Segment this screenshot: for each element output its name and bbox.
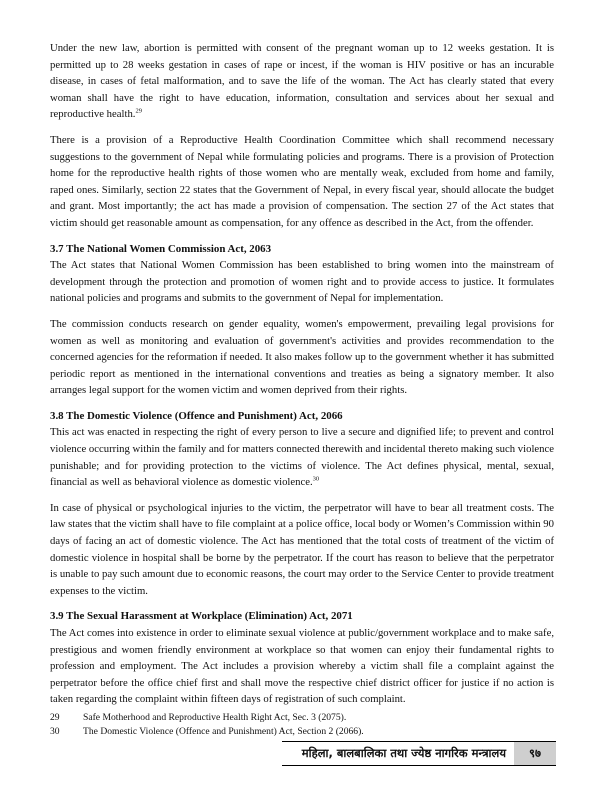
footnote-ref-30: 30 bbox=[312, 475, 320, 483]
footnote-30 bbox=[50, 725, 554, 739]
footnote-text: Safe Motherhood and Reproductive Health Right Act, Sec. 3 (2075). bbox=[83, 712, 347, 723]
footnote-number: 29 bbox=[50, 712, 60, 723]
paragraph-injury-costs: In case of physical or psychological injuries to the victim, the perpetrator will have to bear all treatment costs. The law states that the victim shall have to file complaint at a police office, local body or Women’s Commission within 90 days of facing an act of domestic violence. The Act has mentioned that the total costs of treatment of the victim of domestic violence in hospital shall be borne by the perpetrator. If the court has reason to believe that the perpetrator is unable to pay such amount due to economic reasons, the court may order to the Service Center to provide treatment expenses to the victim. bbox=[50, 501, 554, 597]
section-heading-3-9: 3.9 The Sexual Harassment at Workplace (Elimination) Act, 2071 bbox=[50, 610, 353, 623]
paragraph-women-commission: The Act states that National Women Commission has been established to bring women into the mainstream of development through the protection and promotion of women right and to provide access to justice. It formulates national policies and programs and submits to the government of Nepal for implementation. bbox=[50, 259, 554, 305]
ministry-name: महिला, बालबालिका तथा ज्येष्ठ नागरिक मन्त्रालय bbox=[301, 746, 506, 760]
footnotes bbox=[50, 711, 554, 738]
page-number: ९७ bbox=[514, 742, 556, 765]
section-heading-3-7: 3.7 The National Women Commission Act, 2063 bbox=[50, 242, 272, 255]
footnote-29 bbox=[50, 711, 554, 725]
paragraph-domestic-violence-act bbox=[50, 424, 554, 490]
page-body bbox=[50, 40, 554, 717]
footnote-ref-29: 29 bbox=[135, 107, 142, 115]
paragraph-text: This act was enacted in respecting the right of every person to live a secure and dignified life; to prevent and control violence occurring within the family and for matters connected therewith and incidental thereto making such violence punishable; and for providing protection to the victims of violence. The Act defines physical, mental, sexual, financial as well as behavioral violence as domestic violence. bbox=[50, 426, 554, 489]
paragraph-sexual-harassment-act: The Act comes into existence in order to eliminate sexual violence at public/government workplace and to make safe, prestigious and women friendly environment at workplace so that women can enjoy their fundamental rights to profession and employment. The Act includes a provision whereby a victim shall file a complaint against the perpetrator before the office chief first and shall move the respective chief district officer for justice if no action is taken regarding the complaint within fifteen days of registration of such complaint. bbox=[50, 627, 554, 706]
section-heading-3-8: 3.8 The Domestic Violence (Offence and Punishment) Act, 2066 bbox=[50, 409, 343, 422]
paragraph-text: Under the new law, abortion is permitted with consent of the pregnant woman up to 12 weeks gestation. It is permitted up to 28 weeks gestation in cases of rape or incest, if the woman is HIV positive or has an incurable disease, in cases of fetal malformation, and to save the life of the woman. The Act has clearly stated that every woman shall have the right to have education, information, consultation and services about her sexual and reproductive health. bbox=[50, 42, 554, 121]
footnote-text: The Domestic Violence (Offence and Punishment) Act, Section 2 (2066). bbox=[83, 725, 364, 737]
footnote-number: 30 bbox=[50, 725, 60, 737]
paragraph-reproductive-health-committee: There is a provision of a Reproductive Health Coordination Committee which shall recommend necessary suggestions to the government of Nepal while formulating policies and programs. There is a provision of Protection home for the reproductive health rights of those women who are mentally weak, excluded from home and family, raped ones. Similarly, section 22 states that the Government of Nepal, in every fiscal year, should allocate the budget and grant. Most importantly; the act has made a provision of compensation. The section 27 of the Act states that victim should get reasonable amount as compensation, for any offence as described in the Act, from the offender. bbox=[50, 133, 554, 229]
paragraph-commission-research: The commission conducts research on gender equality, women's empowerment, prevailing legal provisions for women as well as monitoring and evaluation of government's activities and provides recommendation to the concerned agencies for the reformation if needed. It also makes follow up to the government whether it has submitted periodic report as mentioned in the international conventions and treaties as being a signatory member. It also arranges legal support for the women victim and women deprived from their rights. bbox=[50, 317, 554, 397]
page-footer bbox=[282, 741, 556, 766]
paragraph-abortion-law bbox=[50, 40, 554, 123]
